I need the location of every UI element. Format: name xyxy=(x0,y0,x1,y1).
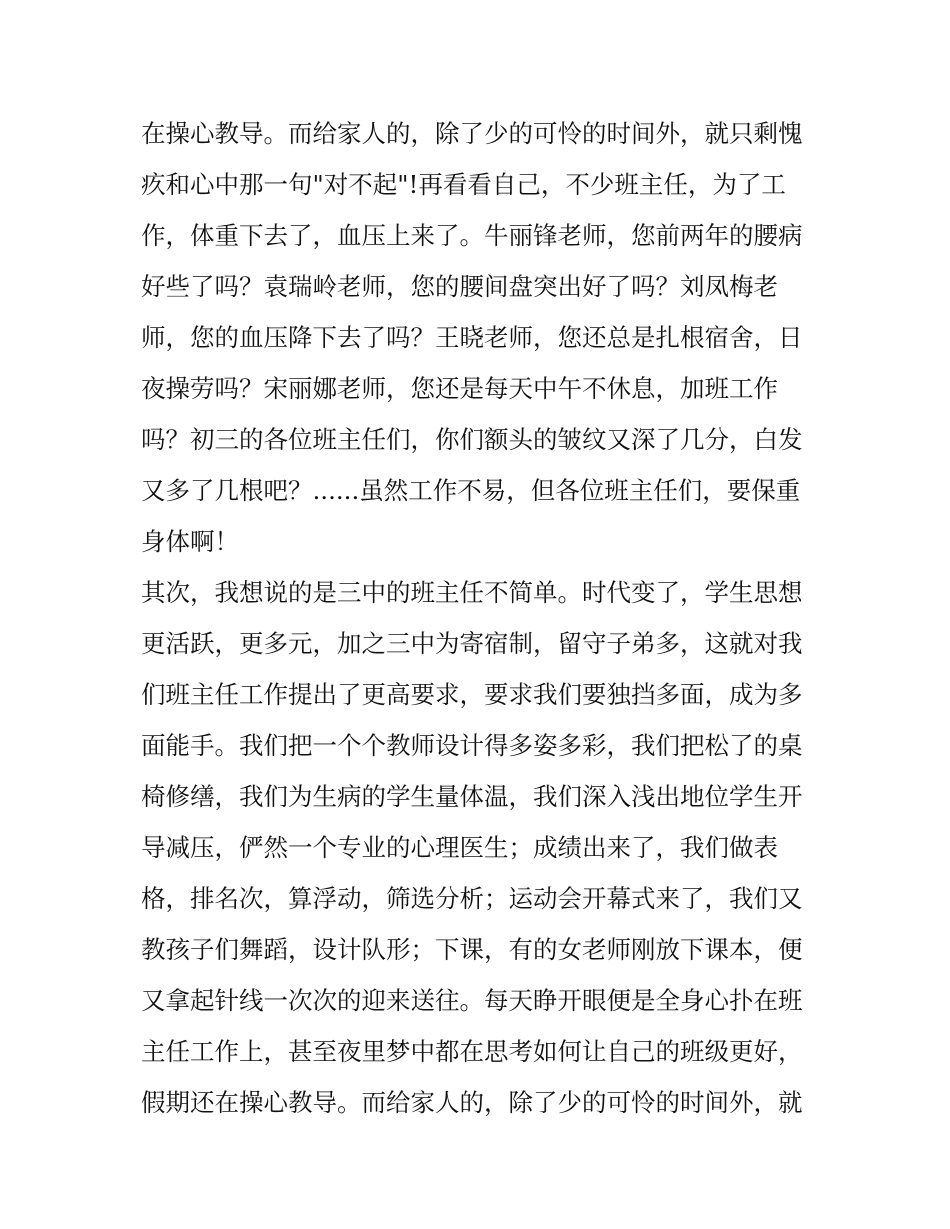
text-line: 更活跃，更多元，加之三中为寄宿制，留守子弟多，这就对我 xyxy=(141,629,803,658)
text-line: 又多了几根吧？......虽然工作不易，但各位班主任们，要保重 xyxy=(141,476,801,505)
text-line: 主任工作上，甚至夜里梦中都在思考如何让自己的班级更好， xyxy=(141,1037,803,1066)
text-line: 夜操劳吗？宋丽娜老师，您还是每天中午不休息，加班工作 xyxy=(141,374,778,403)
text-line: 疚和心中那一句"对不起"!再看看自己，不少班主任，为了工 xyxy=(141,170,786,199)
text-line: 其次，我想说的是三中的班主任不简单。时代变了，学生思想 xyxy=(141,578,803,607)
text-line: 又拿起针线一次次的迎来送往。每天睁开眼便是全身心扑在班 xyxy=(141,986,803,1015)
text-line: 好些了吗？袁瑞岭老师，您的腰间盘突出好了吗？刘凤梅老 xyxy=(141,272,778,301)
text-line: 导减压，俨然一个专业的心理医生；成绩出来了，我们做表 xyxy=(141,833,778,862)
body-text xyxy=(141,108,821,1128)
text-line: 格，排名次，算浮动，筛选分析；运动会开幕式来了，我们又 xyxy=(141,884,803,913)
text-line: 吗？初三的各位班主任们，你们额头的皱纹又深了几分，白发 xyxy=(141,425,803,454)
text-line: 作，体重下去了，血压上来了。牛丽锋老师，您前两年的腰病 xyxy=(141,221,803,250)
text-line: 身体啊！ xyxy=(141,527,239,556)
text-line: 们班主任工作提出了更高要求，要求我们要独挡多面，成为多 xyxy=(141,680,803,709)
text-line: 在操心教导。而给家人的，除了少的可怜的时间外，就只剩愧 xyxy=(141,119,803,148)
text-line: 师，您的血压降下去了吗？王晓老师，您还总是扎根宿舍，日 xyxy=(141,323,803,352)
text-line: 教孩子们舞蹈，设计队形；下课，有的女老师刚放下课本，便 xyxy=(141,935,803,964)
text-line: 椅修缮，我们为生病的学生量体温，我们深入浅出地位学生开 xyxy=(141,782,803,811)
text-line: 假期还在操心教导。而给家人的，除了少的可怜的时间外，就 xyxy=(141,1088,803,1117)
text-line: 面能手。我们把一个个教师设计得多姿多彩，我们把松了的桌 xyxy=(141,731,803,760)
